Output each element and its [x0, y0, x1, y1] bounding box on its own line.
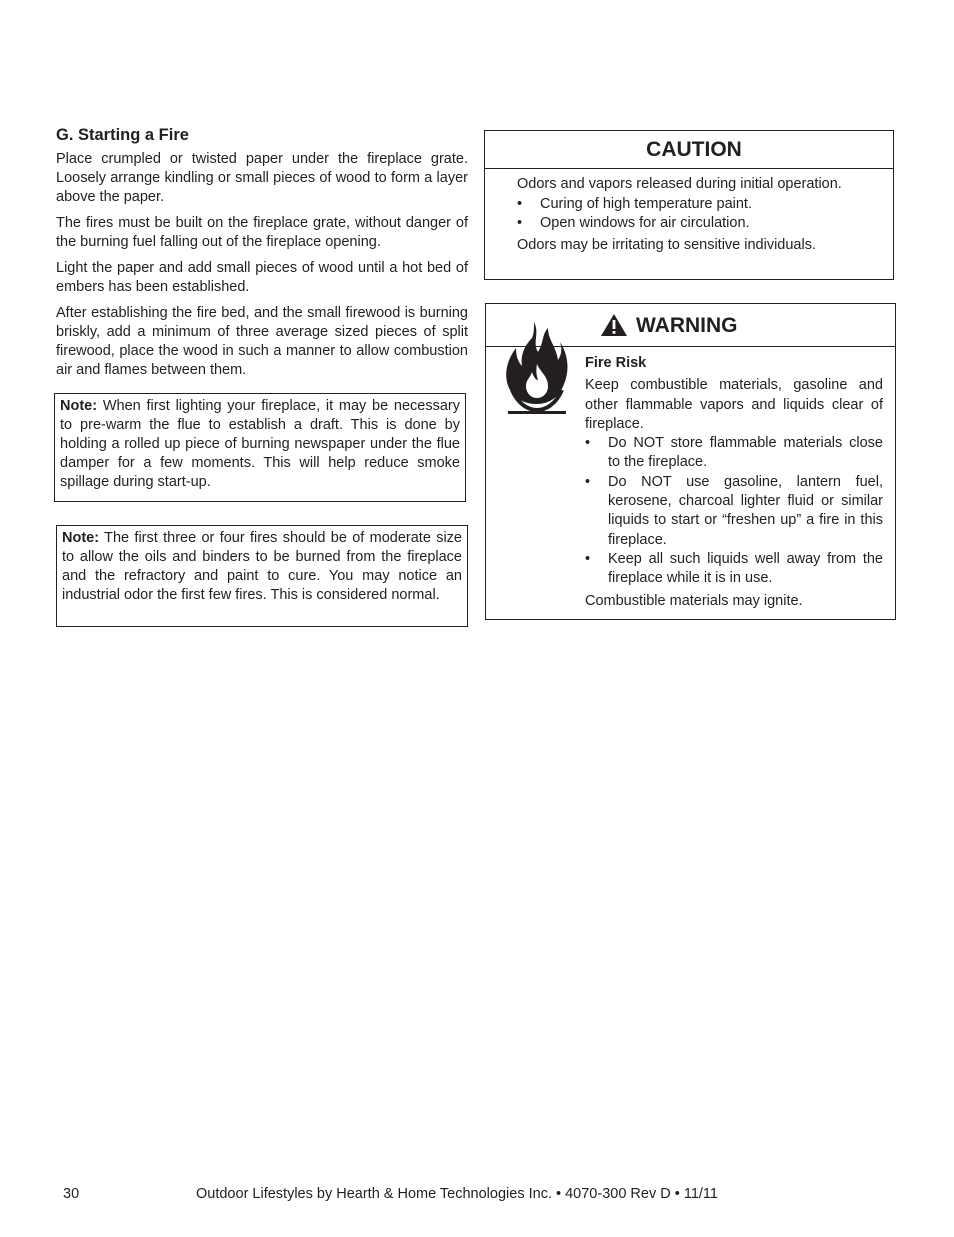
caution-box [484, 130, 894, 280]
warning-title: WARNING [636, 313, 738, 337]
caution-intro: Odors and vapors released during initial operation. [517, 176, 842, 192]
caution-closing: Odors may be irritating to sensitive individuals. [517, 236, 816, 253]
section-heading: G. Starting a Fire [56, 126, 189, 144]
warning-intro: Keep combustible materials, gasoline and other flammable vapors and liquids clear of fireplace. [585, 377, 883, 432]
warning-body [585, 354, 883, 611]
bullet-marker: • [517, 195, 523, 212]
caution-title: CAUTION [485, 131, 893, 169]
bullet-marker: • [585, 435, 591, 452]
warning-box [485, 303, 896, 620]
warning-bullet [585, 473, 883, 550]
bullet-marker: • [585, 473, 591, 490]
warning-bullet-text: Do NOT store flammable materials close to the fireplace. [608, 435, 883, 471]
warning-subtitle: Fire Risk [585, 355, 647, 371]
warning-bullet-text: Do NOT use gasoline, lantern fuel, kerosene, charcoal lighter fluid or similar liquids to start or “freshen up” a fire in this fireplace. [608, 473, 883, 548]
note-text: The first three or four fires should be of moderate size to allow the oils and binders to be burned from the fireplace and the refractory and paint to cure. You may notice an industrial odor the first few fires. This is considered normal. [62, 530, 462, 603]
paragraph-3: Light the paper and add small pieces of wood until a hot bed of embers has been established. [56, 260, 468, 295]
bullet-marker: • [517, 215, 523, 231]
starting-fire-section [56, 126, 468, 387]
caution-body [485, 169, 893, 255]
caution-bullet [517, 214, 883, 234]
note-box-prewarm [54, 393, 466, 502]
warning-triangle-icon [600, 313, 628, 337]
paragraph-1: Place crumpled or twisted paper under the fireplace grate. Loosely arrange kindling or small pieces of wood to form a layer above the paper. [56, 151, 468, 205]
caution-bullet-text: Open windows for air circulation. [540, 215, 750, 231]
paragraph-2: The fires must be built on the fireplace grate, without danger of the burning fuel falling out of the fireplace opening. [56, 215, 468, 250]
note-label: Note: [60, 398, 98, 414]
caution-bullet [517, 195, 883, 215]
bullet-marker: • [585, 550, 591, 567]
warning-bullet [585, 550, 883, 589]
warning-bullet-text: Keep all such liquids well away from the fireplace while it is in use. [608, 550, 883, 587]
footer-text: Outdoor Lifestyles by Hearth & Home Technologies Inc. • 4070-300 Rev D • 11/11 [196, 1186, 718, 1202]
note-label: Note: [62, 530, 100, 546]
warning-closing: Combustible materials may ignite. [585, 592, 803, 609]
page-number: 30 [63, 1186, 80, 1202]
note-text: When first lighting your fireplace, it may be necessary to pre-warm the flue to establish a draft. This is done by holding a rolled up piece of burning newspaper under the flue damper for a few moments. This will help reduce smoke spillage during start-up. [60, 398, 460, 490]
paragraph-4: After establishing the fire bed, and the small firewood is burning briskly, add a minimum of three average sized pieces of split firewood, place the wood in such a manner to allow combustion air and flames between them. [56, 305, 468, 378]
warning-bullet [585, 434, 883, 473]
flame-icon [504, 320, 570, 416]
note-box-first-fires [56, 525, 468, 627]
caution-bullet-text: Curing of high temperature paint. [540, 195, 752, 212]
